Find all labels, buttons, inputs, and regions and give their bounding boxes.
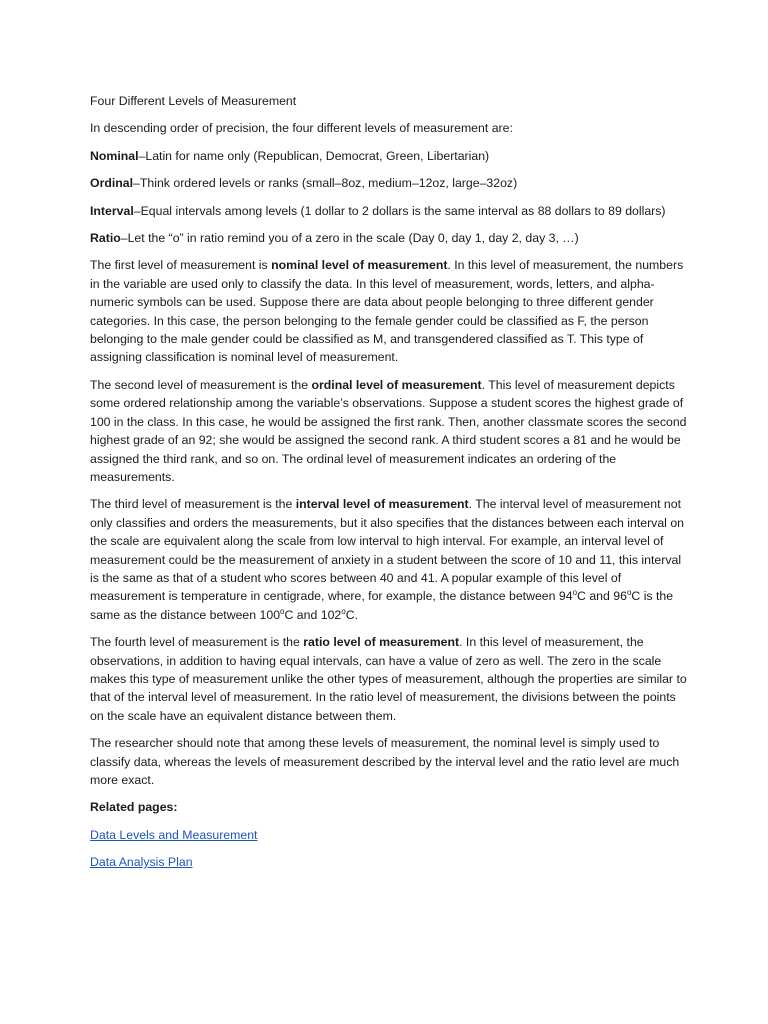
definition-text: –Latin for name only (Republican, Democrat, Green, Libertarian) xyxy=(138,148,490,163)
definition-term: Ratio xyxy=(90,231,121,246)
paragraph-nominal xyxy=(90,256,690,366)
definition-text: –Think ordered levels or ranks (small–8oz, medium–12oz, large–32oz) xyxy=(133,176,518,191)
paragraph-interval xyxy=(90,495,690,624)
degree-superscript: o xyxy=(572,588,578,598)
paragraph-text: . The interval level of measurement not only classifies and orders the measurements, but it also specifies that the distances between each interval on the scale are equivalent along the scale from low interval to high interval. For example, an interval level of measurement could be the measurement of anxiety in a student between the score of 10 and 11, this interval is the same as that of a student who scores between 40 and 41. A popular example of this level of measurement is temperature in centigrade, where, for example, the distance between 94 xyxy=(90,497,684,604)
related-link-item xyxy=(90,826,690,844)
document-title: Four Different Levels of Measurement xyxy=(90,94,297,108)
paragraph-text: The fourth level of measurement is the xyxy=(90,635,304,650)
paragraph-emphasis: nominal level of measurement xyxy=(271,258,448,273)
definition-ordinal xyxy=(90,174,690,192)
degree-superscript: o xyxy=(280,606,285,616)
definition-ratio xyxy=(90,229,690,247)
definition-nominal xyxy=(90,147,690,165)
related-link-item xyxy=(90,853,690,871)
paragraph-conclusion: The researcher should note that among these levels of measurement, the nominal level is simply used to classify data, whereas the levels of measurement described by the interval level and the ratio level are much more exact. xyxy=(90,736,680,787)
paragraph-text: C and 102 xyxy=(284,607,342,622)
paragraph-text: . This level of measurement depicts some ordered relationship among the variable’s observations. Suppose a student scores the highest grade of 100 in the class. In this case, he would be assigned the first rank. Then, another classmate scores the second highest grade of an 92; she would be assigned the second rank. A third student scores a 81 and he would be assigned the third rank, and so on. The ordinal level of measurement indicates an ordering of the measurements. xyxy=(90,377,687,484)
paragraph-text: The second level of measurement is the xyxy=(90,377,312,392)
paragraph-text: C is the same as the distance between 100 xyxy=(90,589,674,622)
paragraph-ordinal xyxy=(90,376,690,486)
paragraph-emphasis: ratio level of measurement xyxy=(303,635,460,650)
definition-term: Interval xyxy=(90,203,134,218)
link-data-levels-and-measurement[interactable]: Data Levels and Measurement xyxy=(90,827,258,842)
definition-text: –Let the “o” in ratio remind you of a zero in the scale (Day 0, day 1, day 2, day 3, …) xyxy=(120,231,579,246)
paragraph-text: The first level of measurement is xyxy=(90,258,272,273)
paragraph-ratio xyxy=(90,633,690,725)
definition-text: –Equal intervals among levels (1 dollar to 2 dollars is the same interval as 88 dollars to 89 dollars) xyxy=(133,203,666,218)
related-pages-heading: Related pages: xyxy=(90,800,178,815)
definition-term: Nominal xyxy=(90,148,139,163)
link-data-analysis-plan[interactable]: Data Analysis Plan xyxy=(90,855,193,870)
document-page xyxy=(90,92,690,881)
definition-term: Ordinal xyxy=(90,176,134,191)
paragraph-text: The third level of measurement is the xyxy=(90,497,296,512)
degree-superscript: o xyxy=(626,588,632,598)
paragraph-text: C and 96 xyxy=(577,589,627,604)
definition-interval xyxy=(90,202,690,220)
paragraph-text: . In this level of measurement, the numbers in the variable are used only to classify the data. In this level of measurement, words, letters, and alpha-numeric symbols can be used. Suppose there are data about people belonging to three different gender categories. In this case, the person belonging to the female gender could be classified as F, the person belonging to the male gender could be classified as M, and transgendered classified as T. This type of assigning classification is nominal level of measurement. xyxy=(90,258,684,365)
paragraph-text: C. xyxy=(345,607,359,622)
paragraph-emphasis: ordinal level of measurement xyxy=(311,377,482,392)
paragraph-emphasis: interval level of measurement xyxy=(295,497,469,512)
paragraph-text: . In this level of measurement, the observations, in addition to having equal intervals, can have a value of zero as well. The zero in the scale makes this type of measurement unlike the other types of measurement, although the properties are similar to that of the interval level of measurement. In the ratio level of measurement, the divisions between the points on the scale have an equivalent distance between them. xyxy=(90,635,687,723)
intro-text: In descending order of precision, the four different levels of measurement are: xyxy=(90,121,513,136)
degree-superscript: o xyxy=(341,606,346,616)
